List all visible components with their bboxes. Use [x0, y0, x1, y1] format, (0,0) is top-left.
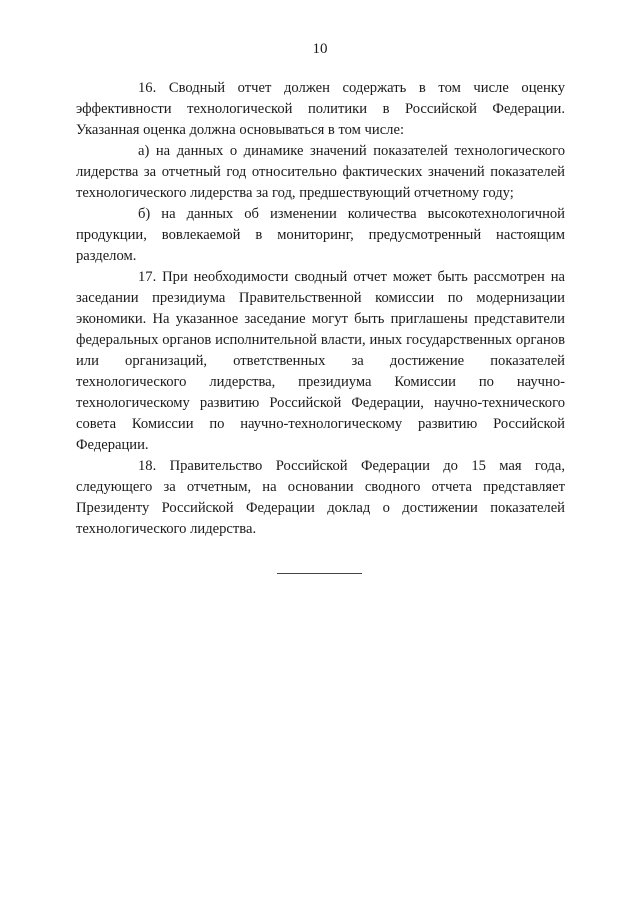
paragraph-16: 16. Сводный отчет должен содержать в том числе оценку эффективности технологической политики в Российской Федерации. Указанная оценка должна основываться в том числе: [76, 80, 565, 138]
end-of-document-rule [277, 573, 362, 574]
page-number: 10 [312, 41, 328, 57]
paragraph-18: 18. Правительство Российской Федерации до 15 мая года, следующего за отчетным, на основании сводного отчета представляет Президенту Российской Федерации доклад о достижении показателей технологического лидерства. [76, 458, 565, 537]
paragraph-17: 17. При необходимости сводный отчет может быть рассмотрен на заседании президиума Правительственной комиссии по модернизации экономики. На указанное заседание могут быть приглашены представители федеральных органов исполнительной власти, иных государственных органов или организаций, ответственных за достижение показателей технологического лидерства, президиума Комиссии по научно-технологическому развитию Российской Федерации, научно-технического совета Комиссии по научно-технологическому развитию Российской Федерации. [76, 269, 565, 453]
paragraph-16-b: б) на данных об изменении количества высокотехнологичной продукции, вовлекаемой в мониторинг, предусмотренный настоящим разделом. [76, 206, 565, 264]
document-body [76, 78, 565, 540]
paragraph-16-a: а) на данных о динамике значений показателей технологического лидерства за отчетный год относительно фактических значений показателей технологического лидерства за год, предшествующий отчетному году; [76, 143, 565, 201]
